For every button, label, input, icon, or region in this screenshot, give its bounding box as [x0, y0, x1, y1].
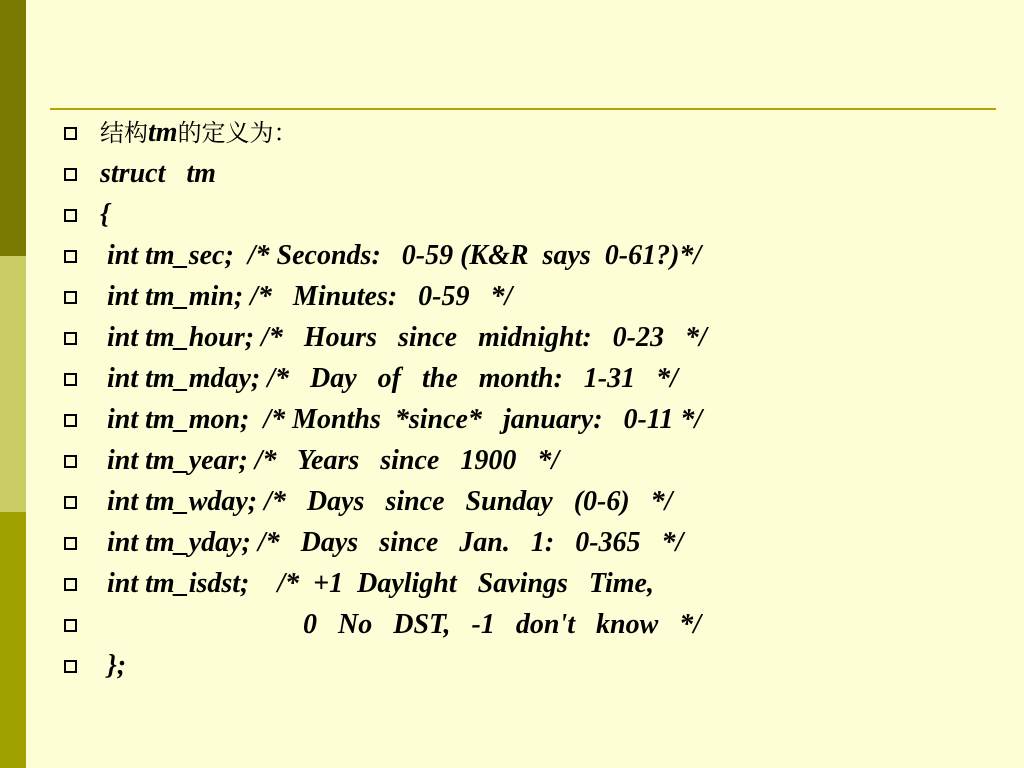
square-bullet-icon [64, 250, 77, 263]
bullet-list [64, 108, 707, 686]
bullet-text: int tm_mon; /* Months *since* january: 0-11 */ [100, 404, 703, 435]
square-bullet-icon [64, 578, 77, 591]
sidebar-stripe-bottom [0, 512, 26, 768]
list-item [64, 317, 707, 358]
title-divider [50, 108, 996, 110]
bullet-text: int tm_min; /* Minutes: 0-59 */ [100, 281, 513, 312]
bullet-text: int tm_sec; /* Seconds: 0-59 (K&R says 0-61?)*/ [100, 240, 702, 271]
bullet-text: 0 No DST, -1 don't know */ [100, 609, 702, 640]
bullet-text: int tm_mday; /* Day of the month: 1-31 */ [100, 363, 678, 394]
bullet-text: 结构tm的定义为： [100, 117, 298, 148]
list-item [64, 399, 703, 440]
sidebar-stripe-top [0, 0, 26, 256]
bullet-text: int tm_wday; /* Days since Sunday (0-6) */ [100, 486, 673, 517]
bullet-text: int tm_hour; /* Hours since midnight: 0-23 */ [100, 322, 707, 353]
list-item [64, 153, 216, 194]
bullet-text: int tm_isdst; /* +1 Daylight Savings Time, [100, 568, 654, 599]
bullet-text: int tm_year; /* Years since 1900 */ [100, 445, 560, 476]
list-item [64, 358, 678, 399]
sidebar-stripe-middle [0, 256, 26, 512]
list-item [64, 194, 110, 235]
list-item [64, 276, 513, 317]
square-bullet-icon [64, 537, 77, 550]
list-item [64, 235, 702, 276]
list-item [64, 563, 654, 604]
square-bullet-icon [64, 332, 77, 345]
bullet-text: }; [100, 650, 127, 681]
list-item [64, 604, 702, 645]
square-bullet-icon [64, 496, 77, 509]
square-bullet-icon [64, 373, 77, 386]
list-item [64, 645, 127, 686]
bullet-text: int tm_yday; /* Days since Jan. 1: 0-365 */ [100, 527, 684, 558]
square-bullet-icon [64, 168, 77, 181]
square-bullet-icon [64, 619, 77, 632]
square-bullet-icon [64, 660, 77, 673]
list-item [64, 112, 298, 153]
square-bullet-icon [64, 414, 77, 427]
bullet-text: { [100, 199, 110, 230]
list-item [64, 522, 684, 563]
bullet-text: struct tm [100, 158, 216, 189]
square-bullet-icon [64, 127, 77, 140]
list-item [64, 481, 673, 522]
list-item [64, 440, 560, 481]
square-bullet-icon [64, 291, 77, 304]
square-bullet-icon [64, 209, 77, 222]
square-bullet-icon [64, 455, 77, 468]
